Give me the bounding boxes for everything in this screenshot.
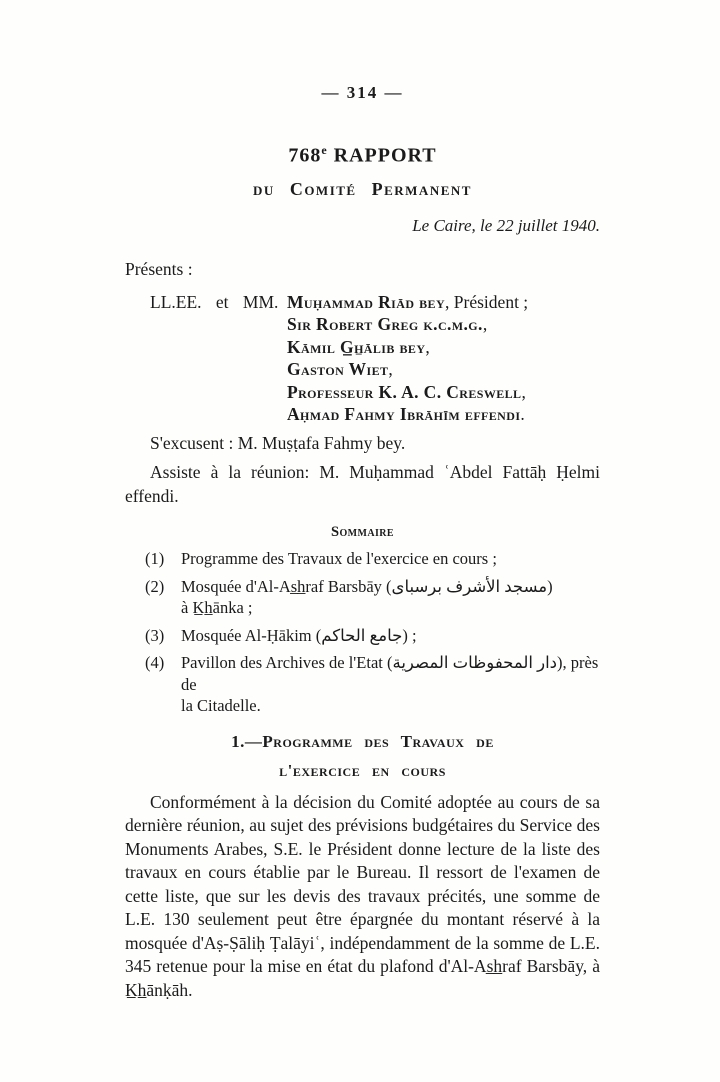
sommaire-item	[145, 625, 600, 647]
item-line: Programme des Travaux de l'exercice en cours ;	[181, 549, 497, 569]
attendee-name: Sir Robert Greg k.c.m.g.	[287, 314, 483, 335]
attendee-name: Kāmil G̲h̲ālib bey	[287, 336, 426, 357]
attendee-row	[287, 358, 600, 381]
item-text	[181, 548, 600, 570]
sommaire-item	[145, 576, 600, 619]
attendee-suffix: , Président ;	[445, 291, 529, 312]
sommaire-title: Sommaire	[331, 524, 394, 541]
attendee-name: Aḥmad Fahmy Ibrāhīm effendi	[287, 404, 521, 425]
report-title	[125, 137, 600, 169]
attendee-name: Professeur K. A. C. Creswell	[287, 381, 522, 402]
attendance-prefix: LL.EE. et MM.	[150, 291, 279, 312]
report-subtitle: du Comité Permanent	[253, 178, 472, 199]
item-line: la Citadelle.	[181, 696, 261, 716]
attendee-row	[287, 291, 600, 314]
report-number-ordinal: e	[321, 143, 328, 157]
item-number: (2)	[145, 576, 165, 596]
attendance-list	[125, 291, 600, 426]
dateline: Le Caire, le 22 juillet 1940.	[412, 215, 600, 235]
body-paragraph: Conformément à la décision du Comité adoptée au cours de sa dernière réunion, au sujet des prévisions budgétaires du Service des Monuments Arabes, S.E. le Président donne lecture de la liste des travaux en cours établie par le Bureau. Il ressort de l'examen de cette liste, que sur les devis des travaux précités, une somme de L.E. 130 seulement peut être épargnée du montant réservé à la mosquée d'Aṣ-Ṣāliḥ Ṭalāyiʿ, indépendamment de la somme de L.E. 345 retenue pour la mise en état du plafond d'Al-As̲h̲raf Barsbāy, à K̲h̲ānḳāh.	[125, 791, 600, 1000]
attendance-note: Assiste à la réunion: M. Muḥammad ʿAbdel Fattāḥ Ḥelmi effendi.	[125, 462, 600, 506]
sommaire-item	[145, 652, 600, 717]
sommaire-item	[145, 548, 600, 570]
item-text	[181, 652, 600, 717]
attendee-name: Muḥammad Riād bey	[287, 291, 446, 312]
attendee-suffix: .	[520, 404, 525, 425]
item-number: (1)	[145, 549, 165, 569]
attendance-names-column	[287, 291, 600, 426]
attendee-row	[287, 313, 600, 336]
item-text	[181, 576, 600, 619]
report-word: RAPPORT	[333, 144, 437, 167]
excuses-line: S'excusent : M. Muṣṭafa Fahmy bey.	[150, 432, 406, 453]
section-heading	[125, 727, 600, 785]
item-line: à K̲h̲ānka ;	[181, 598, 253, 618]
presents-label: Présents :	[125, 258, 193, 279]
attendee-name: Gaston Wiet	[287, 359, 389, 380]
attendee-suffix: ,	[482, 314, 488, 335]
item-line: Mosquée d'Al-As̲h̲raf Barsbāy (مسجد الأشرف برسباى)	[181, 576, 553, 596]
attendee-suffix: ,	[388, 359, 393, 380]
item-line: Mosquée Al-Ḥākim (جامع الحاكم) ;	[181, 625, 417, 645]
item-line: Pavillon des Archives de l'Etat (دار المحفوظات المصرية), près de	[181, 653, 599, 694]
attendee-row	[287, 336, 600, 359]
section-heading-line2: l'exercice en cours	[279, 760, 446, 780]
attendee-row	[287, 403, 600, 426]
item-text	[181, 625, 600, 647]
attendee-suffix: ,	[425, 336, 430, 357]
page-number: — 314 —	[321, 83, 404, 102]
attendee-row	[287, 381, 600, 404]
item-number: (3)	[145, 625, 165, 645]
sommaire-list	[145, 548, 600, 717]
item-number: (4)	[145, 653, 165, 673]
section-heading-line1: 1.—Programme des Travaux de	[231, 731, 494, 751]
attendee-suffix: ,	[521, 381, 526, 402]
report-number: 768	[288, 144, 322, 167]
